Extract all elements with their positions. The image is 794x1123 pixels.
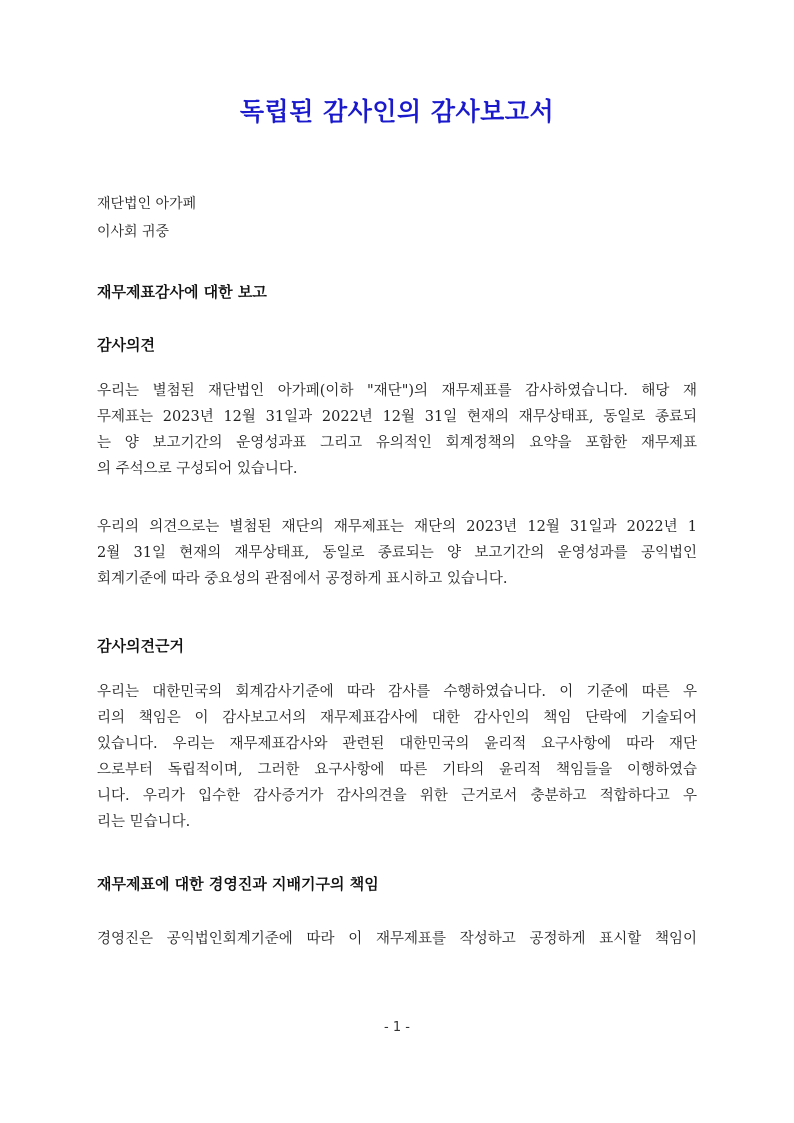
paragraph-line: 경영진은 공익법인회계기준에 따라 이 재무제표를 작성하고 공정하게 표시할 책임이	[97, 931, 697, 947]
paragraph-audit-opinion-1	[97, 378, 697, 482]
page-number: - 1 -	[384, 1020, 410, 1035]
paragraph-management-responsibility	[97, 926, 697, 952]
document-title: 독립된 감사인의 감사보고서	[239, 97, 555, 126]
paragraph-line: 리의 책임은 이 감사보고서의 재무제표감사에 대한 감사인의 책임 단락에 기술되어	[97, 710, 697, 726]
section-heading-basis-for-opinion: 감사의견근거	[97, 637, 184, 655]
paragraph-audit-opinion-2	[97, 514, 697, 592]
paragraph-line: 우리는 대한민국의 회계감사기준에 따라 감사를 수행하였습니다. 이 기준에 따른 우	[97, 684, 697, 700]
section-heading-audit-opinion: 감사의견	[97, 336, 155, 354]
paragraph-line: 회계기준에 따라 중요성의 관점에서 공정하게 표시하고 있습니다.	[97, 571, 508, 587]
paragraph-line: 의 주석으로 구성되어 있습니다.	[97, 461, 298, 477]
paragraph-line: 니다. 우리가 입수한 감사증거가 감사의견을 위한 근거로서 충분하고 적합하다고 우	[97, 788, 697, 804]
section-heading-management-responsibility: 재무제표에 대한 경영진과 지배기구의 책임	[97, 875, 379, 893]
paragraph-line: 리는 믿습니다.	[97, 814, 191, 830]
paragraph-line: 우리는 별첨된 재단법인 아가페(이하 "재단")의 재무제표를 감사하였습니다. 해당 재	[97, 383, 697, 399]
section-heading-financial-statement-audit-report: 재무제표감사에 대한 보고	[97, 283, 267, 301]
paragraph-basis-for-opinion	[97, 679, 697, 835]
paragraph-line: 는 양 보고기간의 운영성과표 그리고 유의적인 회계정책의 요약을 포함한 재무제표	[97, 435, 697, 451]
addressee-organization: 재단법인 아가페	[97, 196, 197, 212]
paragraph-line: 으로부터 독립적이며, 그러한 요구사항에 따른 기타의 윤리적 책임들을 이행하였습	[97, 762, 697, 778]
paragraph-line: 우리의 의견으로는 별첨된 재단의 재무제표는 재단의 2023년 12월 31일과 2022년 1	[97, 519, 697, 535]
paragraph-line: 있습니다. 우리는 재무제표감사와 관련된 대한민국의 윤리적 요구사항에 따라 재단	[97, 736, 697, 752]
addressee-board: 이사회 귀중	[97, 224, 170, 240]
paragraph-line: 2월 31일 현재의 재무상태표, 동일로 종료되는 양 보고기간의 운영성과를 공익법인	[97, 545, 697, 561]
paragraph-line: 무제표는 2023년 12월 31일과 2022년 12월 31일 현재의 재무상태표, 동일로 종료되	[97, 409, 697, 425]
